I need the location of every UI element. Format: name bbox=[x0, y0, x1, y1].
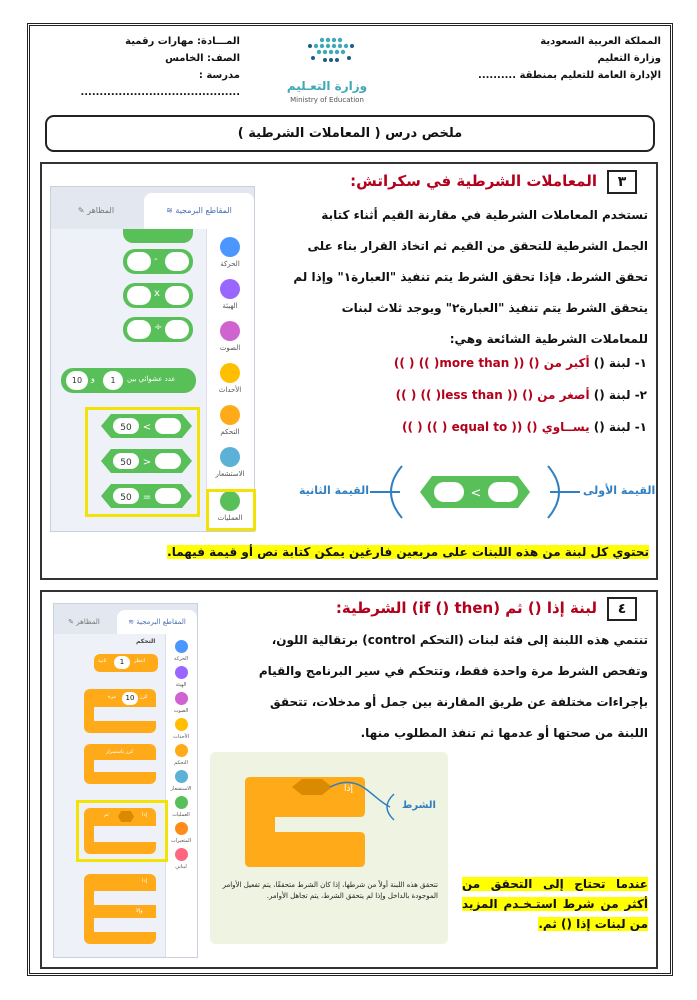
section1-line: الجمل الشرطية للتحقق من القيم ثم اتخاذ القرار بناء على bbox=[307, 239, 648, 253]
tab-costumes[interactable]: المظاهر ✎ bbox=[77, 206, 115, 215]
category-sound[interactable]: الصوت bbox=[208, 321, 252, 352]
ministry-logo-english: Ministry of Education bbox=[290, 96, 364, 104]
forever-block[interactable]: كرر باستمرار bbox=[84, 744, 156, 784]
operator-item-greater bbox=[394, 356, 647, 370]
first-value-slot bbox=[434, 482, 464, 502]
header-ministry: وزارة التعليم bbox=[597, 53, 661, 64]
wait-block[interactable]: ثانية 1 انتظر bbox=[94, 654, 158, 672]
header-kingdom: المملكة العربية السعودية bbox=[540, 36, 661, 47]
compare-blocks bbox=[99, 413, 194, 513]
header-admin: الإدارة العامة للتعليم بمنطقة .......... bbox=[478, 70, 661, 81]
category-variables[interactable]: المتغيرات bbox=[165, 822, 197, 844]
operator-item-prefix: ١- لبنة () bbox=[589, 420, 647, 434]
operator-item-suffix: () (( more than( )) ( )) bbox=[393, 356, 544, 370]
category-looks[interactable]: الهيئة bbox=[208, 279, 252, 310]
if-then-block[interactable]: إذا ثم bbox=[84, 808, 156, 854]
operator-block-partial[interactable] bbox=[123, 229, 193, 243]
category-sound[interactable]: الصوت bbox=[165, 692, 197, 714]
svg-text:>: > bbox=[142, 457, 152, 468]
operator-block-divide[interactable]: ÷ bbox=[123, 317, 193, 342]
operator-item-suffix: () (( less than( )) ( )) bbox=[395, 388, 538, 402]
section2-paragraph bbox=[205, 625, 648, 749]
section1-line: للمعاملات الشرطية الشائعة وهي: bbox=[449, 332, 648, 346]
header-subject: المـــادة: مهارات رقمية bbox=[125, 36, 240, 47]
svg-text:50: 50 bbox=[120, 423, 132, 433]
compare-block-equal bbox=[101, 484, 192, 508]
operator-block-minus[interactable]: - bbox=[123, 249, 193, 274]
operator-item-prefix: ١- لبنة () bbox=[589, 356, 647, 370]
category-events[interactable]: الأحداث bbox=[165, 718, 197, 740]
section1-line: يتحقق الشرط يتم تنفيذ "العبارة٢" ويوجد ثلاث لبنات bbox=[341, 301, 648, 315]
section2-line: بإجراءات مختلفة عن طريق المقارنة بين جمل أو مدخلات، تتحقق bbox=[270, 695, 648, 709]
if-else-block[interactable]: إذا وإلا bbox=[84, 874, 156, 944]
section1-paragraph bbox=[268, 200, 648, 355]
comparison-block-illustration bbox=[370, 460, 580, 524]
less-than-symbol: < bbox=[470, 486, 482, 501]
compare-block-greater bbox=[101, 449, 192, 473]
repeat-block[interactable]: 10 كرر مرة bbox=[84, 689, 156, 733]
operator-item-less bbox=[396, 388, 647, 402]
section2-heading: لبنة إذا () ثم (if () then) الشرطية: bbox=[335, 599, 597, 617]
scratch-panel-control bbox=[53, 603, 198, 958]
highlight-operators-category bbox=[206, 489, 256, 531]
operator-item-equal bbox=[402, 420, 647, 434]
section1-footer-note: تحتوي كل لبنة من هذه اللبنات على مربعين فارغين يمكن كتابة نص أو قيمة فيهما. bbox=[167, 545, 649, 559]
tab-code[interactable]: المقاطع البرمجية ≋ bbox=[117, 610, 197, 634]
category-events[interactable]: الأحداث bbox=[208, 363, 252, 394]
callout-first-value: القيمة الأولى bbox=[583, 484, 656, 497]
compare-block-less bbox=[101, 414, 192, 438]
category-operators[interactable]: العمليات bbox=[165, 796, 197, 818]
section1-line: تحقق الشرط. فإذا تحقق الشرط يتم تنفيذ "العبارة١" وإذا لم bbox=[293, 270, 648, 284]
multiple-conditions-note: عندما تحتاج إلى التحقق من أكثر من شرط استـخـدم المزيد من لبنات إذا () ثم. bbox=[462, 877, 648, 931]
condition-callout: الشرط bbox=[402, 800, 436, 811]
section1-heading: المعاملات الشرطية في سكراتش: bbox=[350, 172, 597, 190]
category-motion[interactable]: الحركة bbox=[165, 640, 197, 662]
operator-item-prefix: ٢- لبنة () bbox=[589, 388, 647, 402]
category-sensing[interactable]: الاستشعار bbox=[165, 770, 197, 792]
callout-second-value: القيمة الثانية bbox=[299, 484, 369, 497]
section1-line: تستخدم المعاملات الشرطية في مقارنة القيم أثناء كتابة bbox=[321, 208, 648, 222]
svg-text:إذا: إذا bbox=[344, 784, 354, 794]
category-motion[interactable]: الحركة bbox=[208, 237, 252, 268]
tab-costumes[interactable]: المظاهر ✎ bbox=[68, 618, 100, 626]
operator-item-suffix: () (( equal to ( )) ( )) bbox=[401, 420, 542, 434]
if-block-diagram bbox=[210, 752, 448, 872]
header-grade: الصف: الخامس bbox=[165, 53, 240, 64]
section2-number: ٤ bbox=[607, 597, 637, 621]
category-looks[interactable]: الهيئة bbox=[165, 666, 197, 688]
section2-line: اللبنة من صحتها أو عدمها ثم تنفذ المطلوب منها. bbox=[360, 726, 648, 740]
ministry-logo-arabic: وزارة التعـليم bbox=[286, 79, 368, 93]
svg-text:=: = bbox=[142, 492, 152, 503]
if-block-illustration bbox=[210, 752, 448, 944]
operator-item-name: أكبر من bbox=[543, 356, 590, 370]
svg-text:<: < bbox=[142, 422, 152, 433]
header-school: مدرسة : .......................................... bbox=[80, 70, 240, 98]
section1-number: ٣ bbox=[607, 170, 637, 194]
page-title: ملخص درس ( المعاملات الشرطية ) bbox=[45, 115, 655, 152]
category-operators[interactable]: العمليات bbox=[208, 491, 252, 522]
scratch-panel-operators bbox=[50, 186, 255, 532]
section2-line: تنتمي هذه اللبنة إلى فئة لبنات (التحكم control) برتقالية اللون، bbox=[271, 633, 648, 647]
category-sensing[interactable]: الاستشعار bbox=[208, 447, 252, 478]
header-right bbox=[478, 33, 661, 84]
category-control[interactable]: التحكم bbox=[208, 405, 252, 436]
operator-block-multiply[interactable]: x bbox=[123, 283, 193, 308]
if-block-explanation: تتحقق هذه اللبنة أولاً من شرطها، إذا كان الشرط متحققًا، يتم تفعيل الأوامر الموجودة بالداخل وإذا لم يتحقق الشرط، يتم تجاهل الأوامر. bbox=[222, 881, 438, 900]
scratch-tabs bbox=[51, 187, 254, 229]
scratch-tabs bbox=[54, 604, 197, 634]
ministry-logo-dots-icon bbox=[272, 34, 382, 74]
tab-code[interactable]: المقاطع البرمجية ≋ bbox=[144, 193, 254, 229]
section2-line: وتفحص الشرط مرة واحدة فقط، وتتحكم في سير البرنامج والقيام bbox=[258, 664, 648, 678]
ministry-logo bbox=[272, 34, 382, 108]
random-block[interactable]: 10 و 1 عدد عشوائي بين bbox=[61, 368, 196, 393]
operator-item-name: يســاوي bbox=[541, 420, 590, 434]
category-my-blocks[interactable]: لبناتي bbox=[165, 848, 197, 870]
control-section-label: التحكم bbox=[136, 638, 156, 645]
operator-item-name: أصغر من bbox=[537, 388, 590, 402]
header-left bbox=[60, 33, 240, 101]
second-value-slot bbox=[488, 482, 518, 502]
svg-text:50: 50 bbox=[120, 458, 132, 468]
category-control[interactable]: التحكم bbox=[165, 744, 197, 766]
svg-text:50: 50 bbox=[120, 493, 132, 503]
